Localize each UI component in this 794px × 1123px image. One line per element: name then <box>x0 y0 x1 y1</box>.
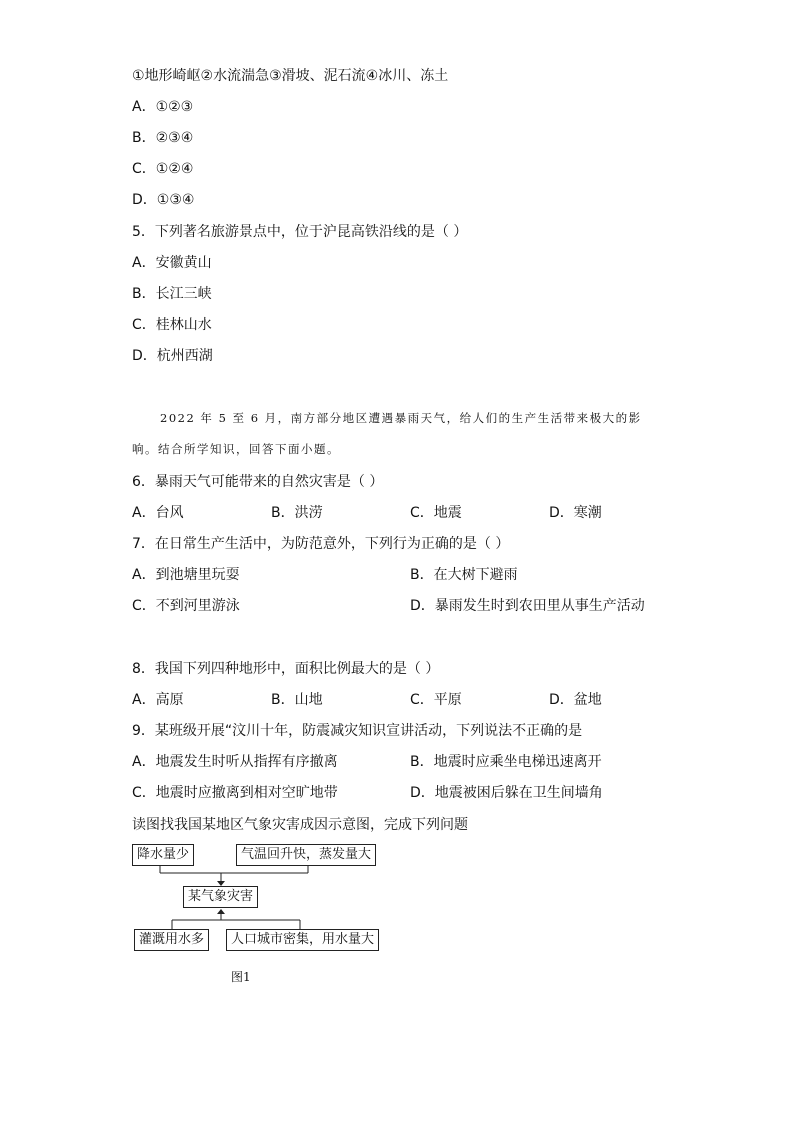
arrow-up-icon <box>217 909 225 914</box>
passage-line-2: 响。结合所学知识，回答下面小题。 <box>132 442 340 456</box>
q5-choice-c: C．桂林山水 <box>132 317 212 333</box>
q5-stem: 5．下列著名旅游景点中，位于沪昆高铁沿线的是（ ） <box>132 224 468 240</box>
q8-choice-b: B．山地 <box>271 692 323 708</box>
q8-choice-c: C．平原 <box>410 692 462 708</box>
q9-stem: 9．某班级开展“汶川十年，防震减灾知识宣讲活动，下列说法不正确的是 <box>132 723 583 739</box>
q7-choice-d: D．暴雨发生时到农田里从事生产活动 <box>410 598 645 614</box>
q5-choice-d: D．杭州西湖 <box>132 348 213 364</box>
q4-choice-b: B．②③④ <box>132 130 194 146</box>
q9-choice-d: D．地震被困后躲在卫生间墙角 <box>410 785 603 801</box>
q7-stem: 7．在日常生产生活中，为防范意外，下列行为正确的是（ ） <box>132 536 510 552</box>
figure-caption: 图1 <box>231 970 251 984</box>
q6-stem: 6．暴雨天气可能带来的自然灾害是（ ） <box>132 474 384 490</box>
figure-intro: 读图找我国某地区气象灾害成因示意图，完成下列问题 <box>132 817 468 833</box>
q6-choice-b: B．洪涝 <box>271 505 323 521</box>
q6-choice-a: A．台风 <box>132 505 184 521</box>
q9-choice-a: A．地震发生时听从指挥有序撤离 <box>132 754 338 770</box>
q8-choice-a: A．高原 <box>132 692 184 708</box>
q6-choice-c: C．地震 <box>410 505 462 521</box>
q4-options-line: ①地形崎岖②水流湍急③滑坡、泥石流④冰川、冻土 <box>132 68 449 84</box>
q6-choice-d: D．寒潮 <box>549 505 602 521</box>
q4-choice-a: A．①②③ <box>132 99 194 115</box>
q7-choice-c: C．不到河里游泳 <box>132 598 240 614</box>
q4-choice-d: D．①③④ <box>132 192 195 208</box>
q7-choice-b: B．在大树下避雨 <box>410 567 518 583</box>
box-irrigation-water: 灌溉用水多 <box>134 929 209 951</box>
q9-choice-c: C．地震时应撤离到相对空旷地带 <box>132 785 338 801</box>
box-fast-warming-evaporation: 气温回升快，蒸发量大 <box>236 844 376 866</box>
q8-choice-d: D．盆地 <box>549 692 602 708</box>
passage-line-1: 2022 年 5 至 6 月，南方部分地区遭遇暴雨天气，给人们的生产生活带来极大的影 <box>160 411 642 425</box>
box-low-precipitation: 降水量少 <box>132 844 194 866</box>
q5-choice-b: B．长江三峡 <box>132 286 212 302</box>
box-urban-population-water: 人口城市密集，用水量大 <box>226 929 379 951</box>
q4-choice-c: C．①②④ <box>132 161 194 177</box>
q5-choice-a: A．安徽黄山 <box>132 255 212 271</box>
q9-choice-b: B．地震时应乘坐电梯迅速离开 <box>410 754 602 770</box>
q8-stem: 8．我国下列四种地形中，面积比例最大的是（ ） <box>132 661 440 677</box>
q7-choice-a: A．到池塘里玩耍 <box>132 567 240 583</box>
box-weather-disaster: 某气象灾害 <box>183 886 258 908</box>
